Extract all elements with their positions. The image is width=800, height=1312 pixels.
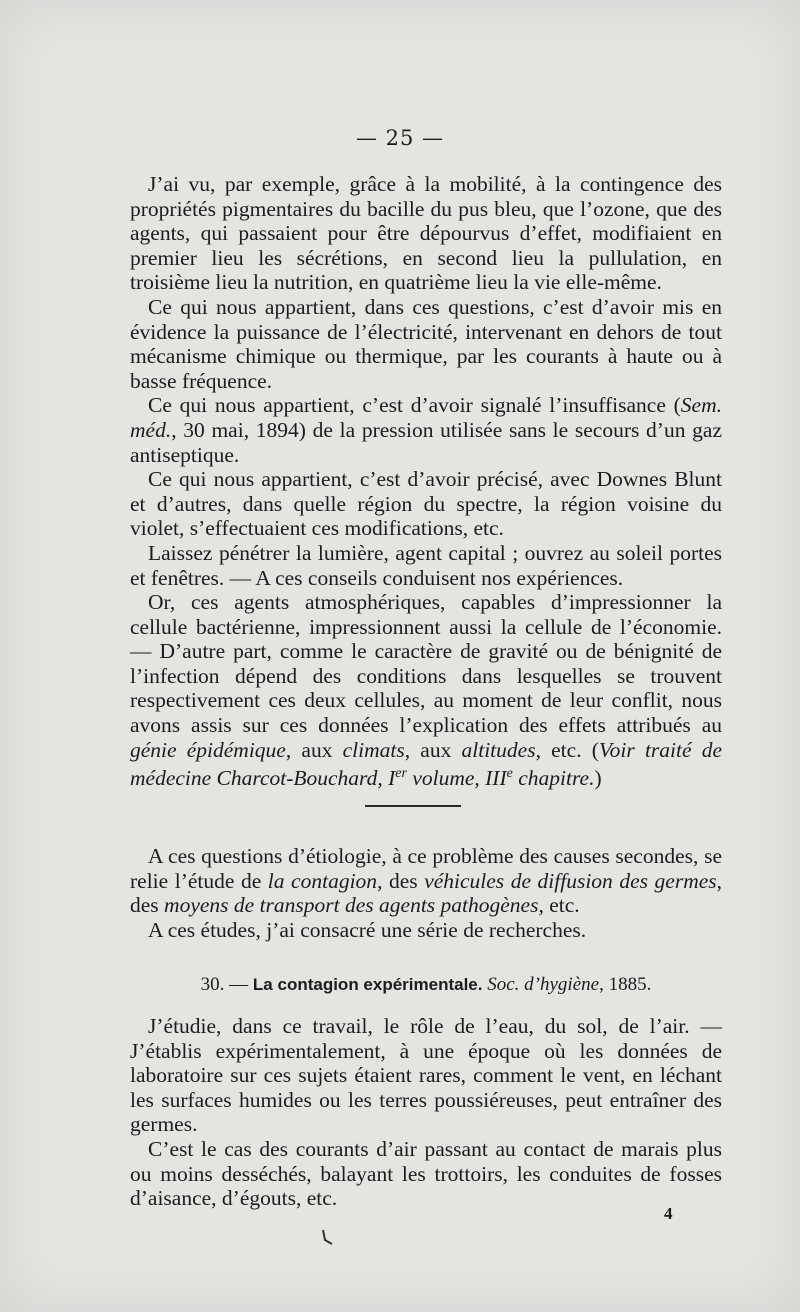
text-run: , des: [130, 868, 723, 918]
paragraph: [130, 590, 722, 791]
entry-number: 30. —: [200, 974, 249, 995]
body-text-section-3: [130, 1014, 722, 1211]
italic-text-run: Sem. méd.: [130, 393, 722, 442]
paragraph: [130, 295, 722, 393]
text-run: ): [594, 766, 602, 791]
entry-source: Soc. d’hygiène: [487, 974, 600, 995]
text-run: , etc. (: [535, 737, 599, 762]
paragraph: [130, 918, 722, 943]
paragraph: [130, 1137, 722, 1211]
text-run: , aux: [404, 737, 462, 762]
body-text-section-2: [130, 844, 722, 942]
text-run: A ces études, j’ai consacré une série de recherches.: [148, 917, 587, 942]
signature-mark: 4: [664, 1204, 673, 1223]
section-divider: [365, 805, 461, 807]
page-number: — 25 —: [355, 126, 445, 150]
text-run: Ce qui nous appartient, c’est d’avoir signalé l’insuffisance (: [148, 393, 681, 418]
text-run: , des: [377, 868, 425, 893]
italic-text-run: moyens de transport des agents pathogènes: [164, 893, 539, 918]
text-run: , 30 mai, 1894) de la pression utilisée sans le secours d’un gaz antiseptique.: [130, 417, 722, 467]
italic-text-run: climats: [342, 737, 405, 762]
paragraph: [130, 1014, 722, 1137]
paragraph: [130, 393, 722, 467]
text-run: A ces questions d’étiologie, à ce problème des causes secondes, se relie l’étude de: [130, 844, 722, 893]
text-run: J’étudie, dans ce travail, le rôle de l’eau, du sol, de l’air. — J’établis expérimentalement, à une époque où les données de laboratoire sur ces sujets étaient rares, comment le vent, en léchant les surfaces humides ou les terres poussiéreuses, peut entraîner des germes.: [130, 1014, 722, 1137]
text-run: Laissez pénétrer la lumière, agent capital ; ouvrez au soleil portes et fenêtres. — A ces conseils conduisent nos expériences.: [130, 540, 722, 590]
italic-text-run: génie épidémique: [130, 737, 286, 762]
italic-text-run: chapitre.: [512, 766, 595, 791]
text-run: , aux: [285, 737, 343, 762]
paragraph: [130, 467, 722, 541]
italic-text-run: altitudes: [461, 737, 536, 762]
stray-ink-mark-icon: [320, 1228, 334, 1246]
paragraph: [130, 541, 722, 590]
entry-year: , 1885.: [599, 974, 652, 995]
entry-title: La contagion expérimentale.: [252, 975, 483, 994]
text-run: C’est le cas des courants d’air passant au contact de marais plus ou moins desséchés, balayant les trottoirs, les conduites de fosses d’aisance, d’égouts, etc.: [130, 1136, 722, 1211]
body-text-section-1: [130, 172, 722, 791]
paragraph: [130, 172, 722, 295]
text-run: Or, ces agents atmosphériques, capables d’impressionner la cellule bactérienne, impressionnent aussi la cellule de l’économie. — D’autre part, comme le caractère de gravité ou de bénignité de l’infection dépend des conditions dans lesquelles se trouvent respectivement ces deux cellules, au moment de leur conflit, nous avons assis sur ces données l’explication des effets attribués au: [130, 590, 722, 738]
italic-text-run: er: [395, 766, 407, 782]
entry-heading: [130, 974, 722, 996]
italic-text-run: Voir traité de médecine Charcot-Bouchard, I: [130, 737, 722, 791]
italic-text-run: véhicules de diffusion des germes: [424, 868, 717, 893]
paragraph: [130, 844, 722, 918]
italic-text-run: volume, III: [406, 766, 507, 791]
text-run: Ce qui nous appartient, dans ces questions, c’est d’avoir mis en évidence la puissance de l’électricité, intervenant en dehors de tout mécanisme chimique ou thermique, par les courants à haute ou à basse fréquence.: [130, 294, 722, 393]
text-run: Ce qui nous appartient, c’est d’avoir précisé, avec Downes Blunt et d’autres, dans quelle région du spectre, la région voisine du violet, s’effectuaient ces modifications, etc.: [130, 467, 722, 541]
text-run: J’ai vu, par exemple, grâce à la mobilité, à la contingence des propriétés pigmentaires du bacille du pus bleu, que l’ozone, que des agents, qui passaient pour être dépourvus d’effet, modifiaient en premier lieu les sécrétions, en second lieu la pullulation, en troisième lieu la nutrition, en quatrième lieu la vie elle-même.: [130, 172, 722, 295]
italic-text-run: e: [506, 766, 513, 782]
italic-text-run: la contagion: [267, 868, 378, 893]
text-run: , etc.: [538, 893, 580, 918]
